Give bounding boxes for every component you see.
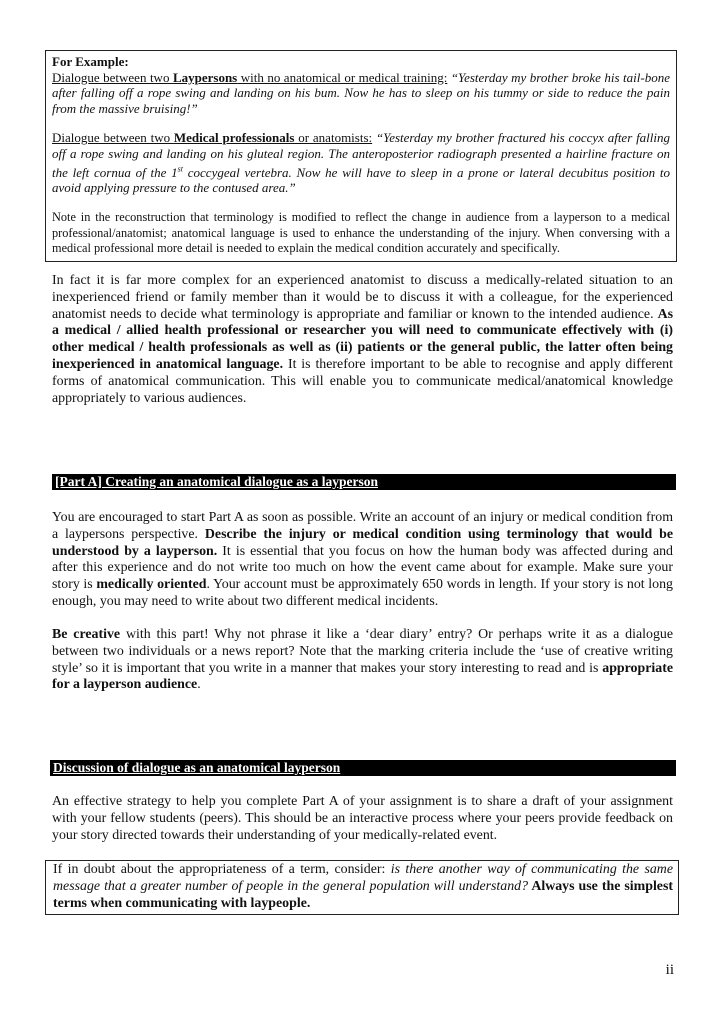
tip-box — [45, 860, 679, 915]
part-a-heading: [Part A] Creating an anatomical dialogue as a layperson — [52, 474, 676, 490]
intro-paragraph: In fact it is far more complex for an experienced anatomist to discuss a medically-related situation to an inexperienced friend or family member than it would be to discuss it with a colleague, for the experienced anatomist needs to decide what terminology is appropriate and familiar or known to the intended audience. As a medical / allied health professional or researcher you will need to communicate effectively with (i) other medical / health professionals as well as (ii) patients or the general public, the latter often being inexperienced in anatomical language. It is therefore important to be able to recognise and apply different forms of anatomical communication. This will enable you to communicate medical/anatomical knowledge appropriately to various audiences. — [52, 273, 673, 406]
example-box — [45, 50, 677, 262]
medical-quote: “Yesterday my brother fractured his coccyx after falling off a rope swing and landing on his gluteal region. The anteroposterior radiograph presented a hairline fracture on the left cornua of the 1st coccygeal vertebra. Now he will have to sleep in a prone or lateral decubitus position to avoid applying pressure to the contused area.” — [52, 130, 671, 196]
page-number: ii — [665, 962, 674, 978]
tip-text: If in doubt about the appropriateness of a term, consider: is there another way of communicating the same message that a greater number of people in the general population will understand? Always use the simplest terms when communicating with laypeople. — [53, 862, 673, 911]
layperson-dialogue — [52, 70, 670, 117]
part-a-paragraph-2: Be creative with this part! Why not phrase it like a ‘dear diary’ entry? Or perhaps write it as a dialogue between two individuals or a news report? Note that the marking criteria include the ‘use of creative writing style’ so it is important that you write in a manner that makes your story interesting to read and is appropriate for a layperson audience. — [52, 627, 673, 693]
medical-intro: Dialogue between two Medical professionals or anatomists: — [52, 130, 373, 146]
layperson-intro: Dialogue between two Laypersons with no anatomical or medical training: — [52, 69, 448, 85]
example-note: Note in the reconstruction that terminology is modified to reflect the change in audience from a layperson to a medical professional/anatomist; anatomical language is used to enhance the understanding of the injury. When conversing with a medical professional more detail is needed to explain the medical condition accurately and specifically. — [52, 210, 670, 256]
part-a-paragraph-1: You are encouraged to start Part A as soon as possible. Write an account of an injury or medical condition from a laypersons perspective. Describe the injury or medical condition using terminology that would be understood by a layperson. It is essential that you focus on how the human body was affected during and after this experience and do not write too much on how the event came about for example. Make sure your story is medically oriented. Your account must be approximately 650 words in length. If your story is not long enough, you may need to write about two different medical incidents. — [52, 510, 674, 609]
example-heading: For Example: — [52, 54, 129, 69]
discussion-paragraph: An effective strategy to help you complete Part A of your assignment is to share a draft of your assignment with your fellow students (peers). This should be an interactive process where your peers provide feedback on your story directed towards their understanding of your medically-related event. — [52, 794, 673, 843]
medical-dialogue — [52, 130, 670, 196]
discussion-heading: Discussion of dialogue as an anatomical layperson — [50, 760, 676, 776]
layperson-quote: “Yesterday my brother broke his tail-bone after falling off a rope swing and landing on his bum. Now he has to sleep on his tummy or side to reduce the pain from the massive bruising!” — [52, 69, 670, 116]
